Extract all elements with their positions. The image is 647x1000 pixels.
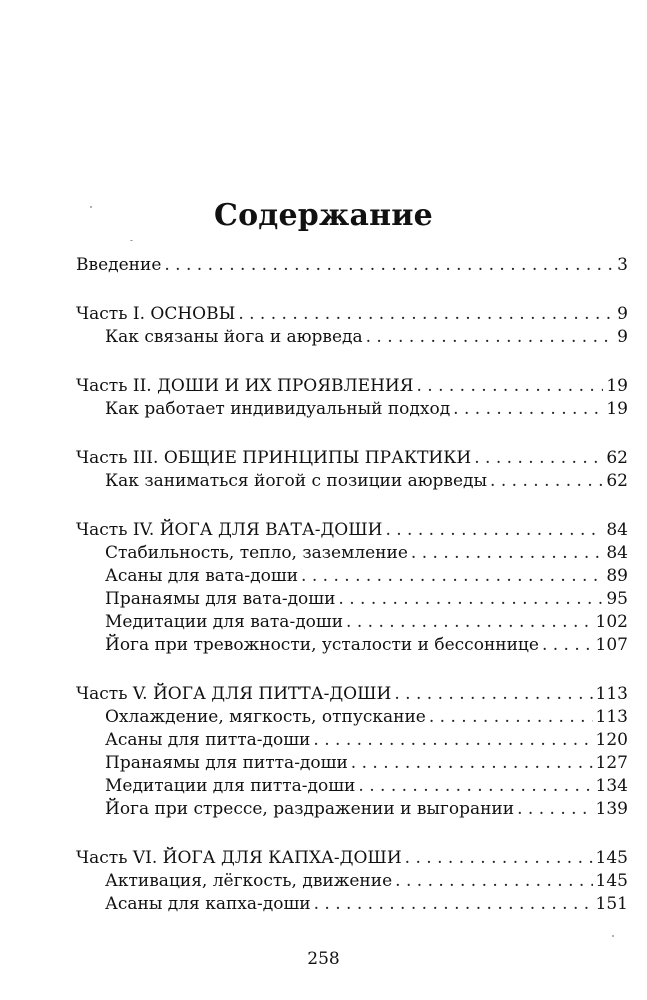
dot-leader [313, 729, 592, 752]
toc-entry-page: 145 [595, 871, 628, 891]
toc-subentry[interactable] [76, 893, 628, 916]
toc-subentry[interactable] [76, 470, 628, 493]
toc-entry-page: 113 [595, 684, 628, 704]
dot-leader [542, 634, 593, 657]
toc-entry-page: 95 [606, 589, 628, 609]
toc-entry-page: 127 [595, 753, 628, 773]
toc-entry[interactable] [76, 847, 628, 870]
toc-entry[interactable] [76, 375, 628, 398]
toc-entry-page: 84 [606, 543, 628, 563]
toc-subentry[interactable] [76, 611, 628, 634]
dot-leader [429, 706, 593, 729]
toc-subentry[interactable] [76, 870, 628, 893]
toc-entry-page: 113 [595, 707, 628, 727]
scan-speck [90, 206, 92, 208]
dot-leader [164, 254, 614, 277]
group-gap [76, 657, 628, 683]
toc-subentry[interactable] [76, 326, 628, 349]
toc-entry[interactable] [76, 447, 628, 470]
toc-entry-label: Асаны для питта-доши [105, 730, 311, 750]
dot-leader [405, 847, 593, 870]
dot-leader [385, 519, 603, 542]
toc-entry-label: Стабильность, тепло, заземление [105, 543, 408, 563]
dot-leader [490, 470, 603, 493]
toc-subentry[interactable] [76, 588, 628, 611]
toc-entry-label: Охлаждение, мягкость, отпускание [105, 707, 426, 727]
dot-leader [301, 565, 603, 588]
dot-leader [238, 303, 614, 326]
dot-leader [394, 683, 592, 706]
page-title: Содержание [214, 198, 433, 233]
toc-entry-page: 102 [595, 612, 628, 632]
toc-entry-label: Часть I. ОСНОВЫ [76, 304, 236, 324]
dot-leader [338, 588, 603, 611]
toc-entry-label: Часть II. ДОШИ И ИХ ПРОЯВЛЕНИЯ [76, 376, 414, 396]
toc-entry-page: 62 [606, 448, 628, 468]
scan-speck [130, 240, 133, 241]
toc-entry-page: 19 [606, 376, 628, 396]
toc-entry-label: Пранаямы для питта-доши [105, 753, 348, 773]
toc-entry-label: Йога при тревожности, усталости и бессоннице [105, 635, 539, 655]
dot-leader [416, 375, 603, 398]
dot-leader [474, 447, 603, 470]
toc-entry[interactable] [76, 519, 628, 542]
toc-entry-page: 139 [595, 799, 628, 819]
group-gap [76, 349, 628, 375]
scan-speck [612, 935, 614, 937]
table-of-contents [76, 254, 628, 916]
toc-entry-page: 9 [617, 327, 628, 347]
toc-entry-label: Часть VI. ЙОГА ДЛЯ КАПХА-ДОШИ [76, 848, 402, 868]
toc-entry-label: Пранаямы для вата-доши [105, 589, 336, 609]
toc-entry[interactable] [76, 254, 628, 277]
dot-leader [395, 870, 592, 893]
group-gap [76, 277, 628, 303]
toc-entry-label: Часть IV. ЙОГА ДЛЯ ВАТА-ДОШИ [76, 520, 383, 540]
toc-subentry[interactable] [76, 398, 628, 421]
toc-entry-page: 89 [606, 566, 628, 586]
dot-leader [346, 611, 593, 634]
dot-leader [358, 775, 592, 798]
group-gap [76, 821, 628, 847]
toc-entry-page: 120 [595, 730, 628, 750]
toc-subentry[interactable] [76, 798, 628, 821]
toc-entry-page: 145 [595, 848, 628, 868]
dot-leader [351, 752, 593, 775]
toc-entry-label: Как связаны йога и аюрведа [105, 327, 363, 347]
toc-subentry[interactable] [76, 775, 628, 798]
toc-entry[interactable] [76, 303, 628, 326]
toc-entry-page: 107 [595, 635, 628, 655]
dot-leader [453, 398, 603, 421]
group-gap [76, 493, 628, 519]
toc-entry-label: Медитации для питта-доши [105, 776, 356, 796]
toc-entry-label: Медитации для вата-доши [105, 612, 344, 632]
toc-subentry[interactable] [76, 706, 628, 729]
toc-entry-page: 84 [606, 520, 628, 540]
toc-subentry[interactable] [76, 542, 628, 565]
toc-entry-label: Как заниматься йогой с позиции аюрведы [105, 471, 488, 491]
toc-entry-label: Часть V. ЙОГА ДЛЯ ПИТТА-ДОШИ [76, 684, 392, 704]
toc-entry-page: 3 [617, 255, 628, 275]
toc-entry-page: 151 [595, 894, 628, 914]
toc-entry[interactable] [76, 683, 628, 706]
toc-entry-page: 19 [606, 399, 628, 419]
dot-leader [411, 542, 603, 565]
toc-entry-label: Асаны для вата-доши [105, 566, 299, 586]
toc-entry-label: Асаны для капха-доши [105, 894, 311, 914]
dot-leader [366, 326, 615, 349]
dot-leader [517, 798, 592, 821]
group-gap [76, 421, 628, 447]
toc-entry-page: 9 [617, 304, 628, 324]
toc-subentry[interactable] [76, 729, 628, 752]
page-number: 258 [307, 949, 340, 969]
toc-entry-label: Йога при стрессе, раздражении и выгорании [105, 799, 515, 819]
toc-subentry[interactable] [76, 634, 628, 657]
toc-entry-label: Активация, лёгкость, движение [105, 871, 393, 891]
toc-entry-page: 134 [595, 776, 628, 796]
toc-entry-label: Введение [76, 255, 162, 275]
toc-subentry[interactable] [76, 565, 628, 588]
dot-leader [314, 893, 593, 916]
toc-entry-label: Часть III. ОБЩИЕ ПРИНЦИПЫ ПРАКТИКИ [76, 448, 472, 468]
toc-entry-label: Как работает индивидуальный подход [105, 399, 451, 419]
toc-entry-page: 62 [606, 471, 628, 491]
toc-subentry[interactable] [76, 752, 628, 775]
